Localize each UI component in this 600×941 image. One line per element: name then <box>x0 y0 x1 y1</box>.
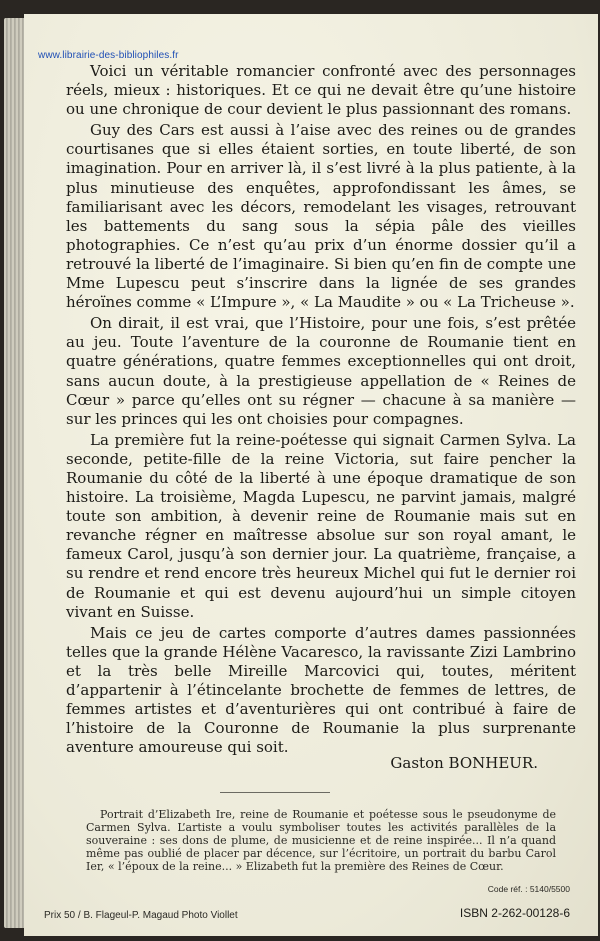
photo-caption <box>86 808 556 873</box>
divider <box>220 792 330 793</box>
blurb-text <box>66 62 576 759</box>
blurb-paragraph-3: On dirait, il est vrai, que l’Histoire, pour une fois, s’est prêtée au jeu. Toute l’aventure de la couronne de Roumanie tient en quatre générations, quatre femmes exceptionnelles qui ont droit, sans aucun doute, à la prestigieuse appellation de « Reines de Cœur » parce qu’elles ont su régner — chacune à sa manière — sur les princes qui les ont choisies pour compagnes. <box>66 314 576 428</box>
caption-text: Portrait d’Elizabeth Ire, reine de Roumanie et poétesse sous le pseudonyme de Carmen Sylva. L’artiste a voulu symboliser toutes les activités parallèles de la souveraine : ses dons de plume, de musicienne et de reine inspirée... Il n’a quand même pas oublié de placer par décence, sur l’écritoire, un portrait du barbu Carol Ier, « l’époux de la reine... » Elizabeth fut la première des Reines de Cœur. <box>86 808 556 873</box>
blurb-paragraph-4: La première fut la reine-poétesse qui signait Carmen Sylva. La seconde, petite-fille de la reine Victoria, sut faire pencher la Roumanie du côté de la liberté à une époque dramatique de son histoire. La troisième, Magda Lupescu, ne parvint jamais, malgré toute son ambition, à devenir reine de Roumanie mais sut en revanche régner en maîtresse absolue sur son royal amant, le fameux Carol, jusqu’à son dernier jour. La quatrième, française, a su rendre et rend encore très heureux Michel qui fut le dernier roi de Roumanie et qui est devenu aujourd’hui un simple citoyen vivant en Suisse. <box>66 430 576 621</box>
blurb-paragraph-1: Voici un véritable romancier confronté avec des personnages réels, mieux : historiques. Et ce qui ne devait être qu’une histoire ou une chronique de cour devient le plus passionnant des romans. <box>66 62 576 119</box>
blurb-paragraph-5: Mais ce jeu de cartes comporte d’autres dames passionnées telles que la grande Hélène Vacaresco, la ravissante Zizi Lambrino et la très belle Mireille Marcovici qui, toutes, méritent d’appartenir à l’étincelante brochette de femmes de lettres, de femmes artistes et d’aventurières qui ont contribué à faire de l’histoire de la Couronne de Roumanie la plus surprenante aventure amoureuse qui soit. <box>66 623 576 757</box>
watermark: www.librairie-des-bibliophiles.fr <box>38 50 179 61</box>
credits: Prix 50 / B. Flageul-P. Magaud Photo Viollet <box>44 910 238 921</box>
author-signature: Gaston BONHEUR. <box>390 754 538 772</box>
blurb-paragraph-2: Guy des Cars est aussi à l’aise avec des reines ou de grandes courtisanes que si elles étaient sorties, en toute liberté, de son imagination. Pour en arriver là, il s’est livré à la plus patiente, à la plus minutieuse des enquêtes, approfondissant les âmes, se familiarisant avec les décors, remodelant les visages, retrouvant les battements du sang sous la sépia pâle des vieilles photographies. Ce n’est qu’au prix d’un énorme dossier qu’il a retrouvé la liberté de l’imaginaire. Si bien qu’en fin de compte une Mme Lupescu peut s’inscrire dans la lignée de ses grandes héroïnes comme « L’Impure », « La Maudite » ou « La Tricheuse ». <box>66 121 576 312</box>
code-reference: Code réf. : 5140/5500 <box>487 884 570 894</box>
isbn: ISBN 2-262-00128-6 <box>459 906 570 920</box>
